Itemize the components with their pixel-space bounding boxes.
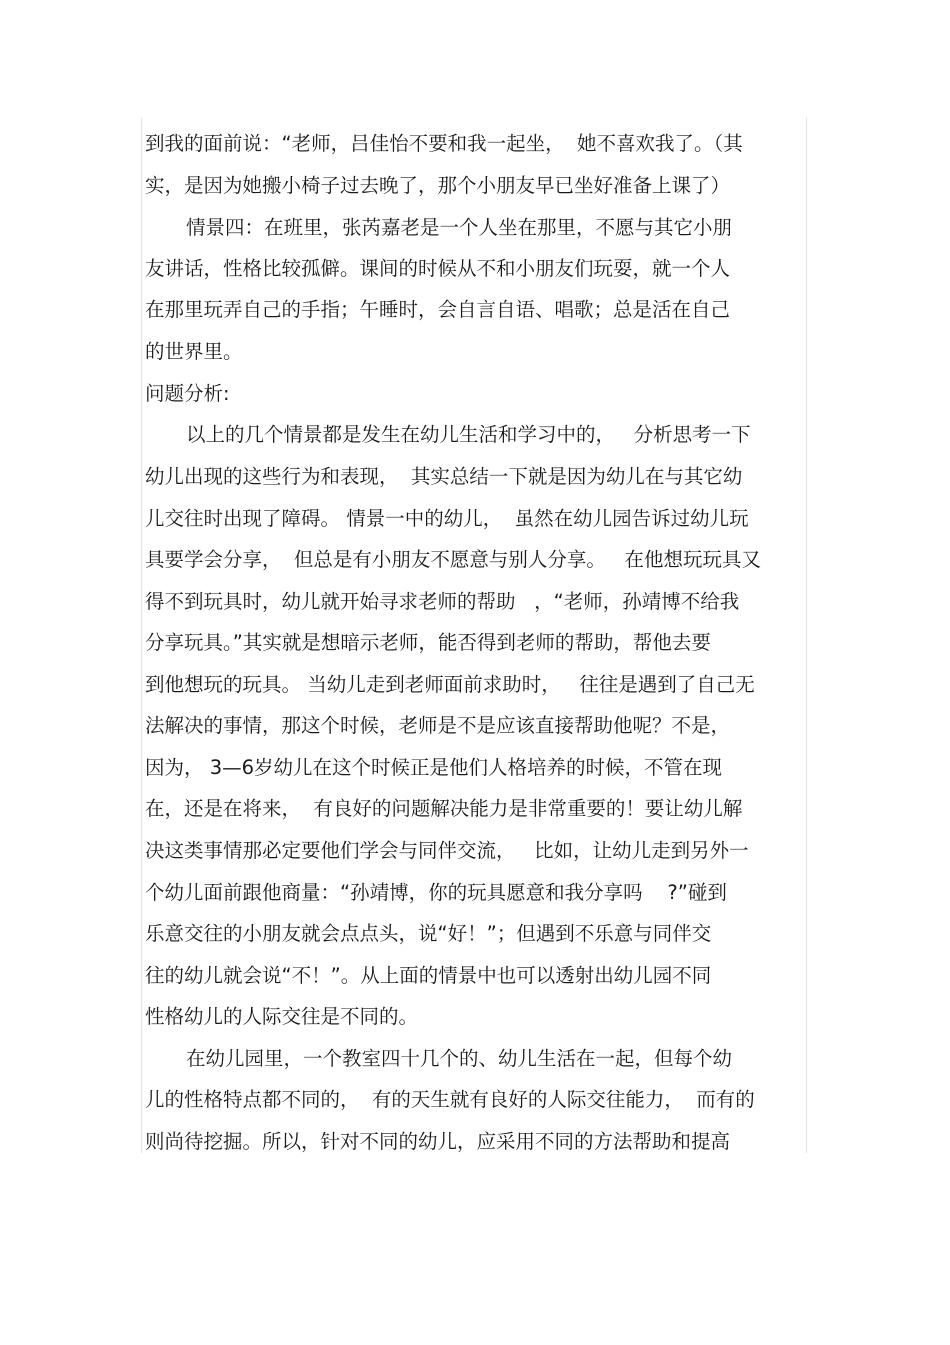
text-line: 儿交往时出现了障碍。 情景一中的幼儿， 虽然在幼儿园告诉过幼儿玩 xyxy=(145,507,749,530)
text-line: 具要学会分享， 但总是有小朋友不愿意与别人分享。 在他想玩玩具又 xyxy=(145,548,761,571)
text-line: 的世界里。 xyxy=(145,340,243,363)
text-line: 则尚待挖掘。所以，针对不同的幼儿，应采用不同的方法帮助和提高 xyxy=(145,1130,731,1153)
text-line: 性格幼儿的人际交往是不同的。 xyxy=(145,1005,419,1028)
text-line: 实，是因为她搬小椅子过去晚了，那个小朋友早已坐好准备上课了） xyxy=(145,174,731,197)
text-line: 友讲话，性格比较孤僻。课间的时候从不和小朋友们玩耍，就一个人 xyxy=(145,257,731,280)
text-line: 决这类事情那必定要他们学会与同伴交流， 比如，让幼儿走到另外一 xyxy=(145,839,749,862)
text-line: 乐意交往的小朋友就会点点头，说“好！”；但遇到不乐意与同伴交 xyxy=(145,922,712,945)
text-line: 到我的面前说：“老师，吕佳怡不要和我一起坐， 她不喜欢我了。（其 xyxy=(145,132,743,155)
text-line: 往的幼儿就会说“不！”。从上面的情景中也可以透射出幼儿园不同 xyxy=(145,964,712,987)
text-line: 在那里玩弄自己的手指；午睡时，会自言自语、唱歌；总是活在自己 xyxy=(145,298,731,321)
paragraph-start: 情景四：在班里，张芮嘉老是一个人坐在那里，不愿与其它小朋 xyxy=(186,216,733,239)
text-line: 个幼儿面前跟他商量：“孙靖博，你的玩具愿意和我分享吗 ?”碰到 xyxy=(145,881,727,904)
text-line: 分享玩具。”其实就是想暗示老师，能否得到老师的帮助，帮他去要 xyxy=(145,631,711,654)
section-heading: 问题分析: xyxy=(145,382,230,405)
text-line: 在，还是在将来， 有良好的问题解决能力是非常重要的！要让幼儿解 xyxy=(145,797,743,820)
text-line: 儿的性格特点都不同的， 有的天生就有良好的人际交往能力， 而有的 xyxy=(145,1088,755,1111)
text-line: 到他想玩的玩具。 当幼儿走到老师面前求助时， 往往是遇到了自己无 xyxy=(145,673,755,696)
text-line: 法解决的事情，那这个时候，老师是不是应该直接帮助他呢？不是， xyxy=(145,714,731,737)
paragraph-start: 在幼儿园里，一个教室四十几个的、幼儿生活在一起，但每个幼 xyxy=(186,1047,733,1070)
paragraph-start: 以上的几个情景都是发生在幼儿生活和学习中的， 分析思考一下 xyxy=(186,423,751,446)
text-line: 幼儿出现的这些行为和表现， 其实总结一下就是因为幼儿在与其它幼 xyxy=(145,465,743,488)
text-line: 因为， 3—6岁幼儿在这个时候正是他们人格培养的时候，不管在现 xyxy=(145,756,723,779)
text-line: 得不到玩具时，幼儿就开始寻求老师的帮助 ，“老师，孙靖博不给我 xyxy=(145,590,740,613)
